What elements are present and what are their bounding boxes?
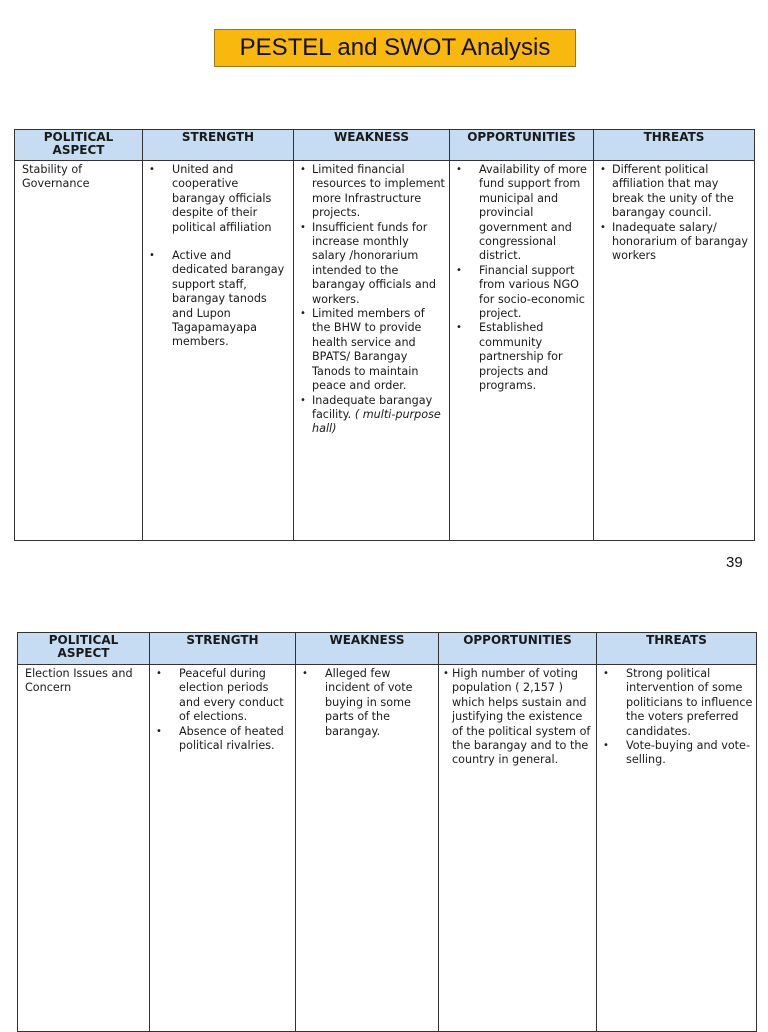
- header-weakness: WEAKNESS: [294, 130, 450, 161]
- header-row: [15, 130, 755, 161]
- swot-table-election: [17, 632, 757, 1032]
- threats-cell: [594, 161, 755, 541]
- aspect-label: Election Issues and Concern: [25, 667, 133, 695]
- header-strength: STRENGTH: [143, 130, 294, 161]
- opportunities-cell: [439, 665, 597, 1032]
- list-item: • Vote-buying and vote-selling.: [600, 739, 753, 768]
- page-number: 39: [726, 554, 743, 571]
- list-item: • Insufficient funds for increase monthly salary /honorarium intended to the barangay officials and workers.: [297, 221, 446, 307]
- table-row: [18, 665, 757, 1032]
- list-item: • Active and dedicated barangay support staff, barangay tanods and Lupon Tagapamayapa members.: [146, 249, 290, 350]
- header-opportunities: OPPORTUNITIES: [439, 633, 597, 665]
- strength-cell: [143, 161, 294, 541]
- list-item: [297, 394, 446, 437]
- header-row: [18, 633, 757, 665]
- list-item: • Alleged few incident of vote buying in some parts of the barangay.: [299, 667, 435, 739]
- header-threats: THREATS: [597, 633, 757, 665]
- list-item: • Inadequate salary/ honorarium of barangay workers: [597, 221, 751, 264]
- aspect-cell: [15, 161, 143, 541]
- list-item: • United and cooperative barangay officials despite of their political affiliation: [146, 163, 290, 235]
- list-item: • Financial support from various NGO for socio-economic project.: [453, 264, 590, 322]
- header-strength: STRENGTH: [150, 633, 296, 665]
- list-item: • High number of voting population ( 2,157 ) which helps sustain and justifying the existence of the political system of the barangay and to the country in general.: [442, 667, 593, 768]
- table-row: [15, 161, 755, 541]
- strength-cell: [150, 665, 296, 1032]
- threats-cell: [597, 665, 757, 1032]
- swot-table-stability: [14, 129, 755, 541]
- header-threats: THREATS: [594, 130, 755, 161]
- header-opportunities: OPPORTUNITIES: [450, 130, 594, 161]
- aspect-label: Stability of Governance: [22, 163, 90, 191]
- list-item-text: Inadequate barangay facility.: [312, 393, 433, 421]
- weakness-cell: [294, 161, 450, 541]
- opportunities-cell: [450, 161, 594, 541]
- list-item: • Availability of more fund support from municipal and provincial government and congressional district.: [453, 163, 590, 264]
- page-title: PESTEL and SWOT Analysis: [214, 29, 576, 67]
- header-weakness: WEAKNESS: [296, 633, 439, 665]
- header-political-aspect: POLITICAL ASPECT: [18, 633, 150, 665]
- list-item: • Different political affiliation that may break the unity of the barangay council.: [597, 163, 751, 221]
- list-item: • Limited members of the BHW to provide health service and BPATS/ Barangay Tanods to maintain peace and order.: [297, 307, 446, 393]
- list-item-note: ( multi-purpose hall): [312, 407, 441, 436]
- list-item: • Limited financial resources to implement more Infrastructure projects.: [297, 163, 446, 221]
- list-item: • Established community partnership for projects and programs.: [453, 321, 590, 393]
- header-political-aspect: POLITICAL ASPECT: [15, 130, 143, 161]
- weakness-cell: [296, 665, 439, 1032]
- list-item: • Absence of heated political rivalries.: [153, 725, 292, 754]
- aspect-cell: [18, 665, 150, 1032]
- list-item: • Peaceful during election periods and every conduct of elections.: [153, 667, 292, 725]
- list-item: • Strong political intervention of some politicians to influence the voters preferred candidates.: [600, 667, 753, 739]
